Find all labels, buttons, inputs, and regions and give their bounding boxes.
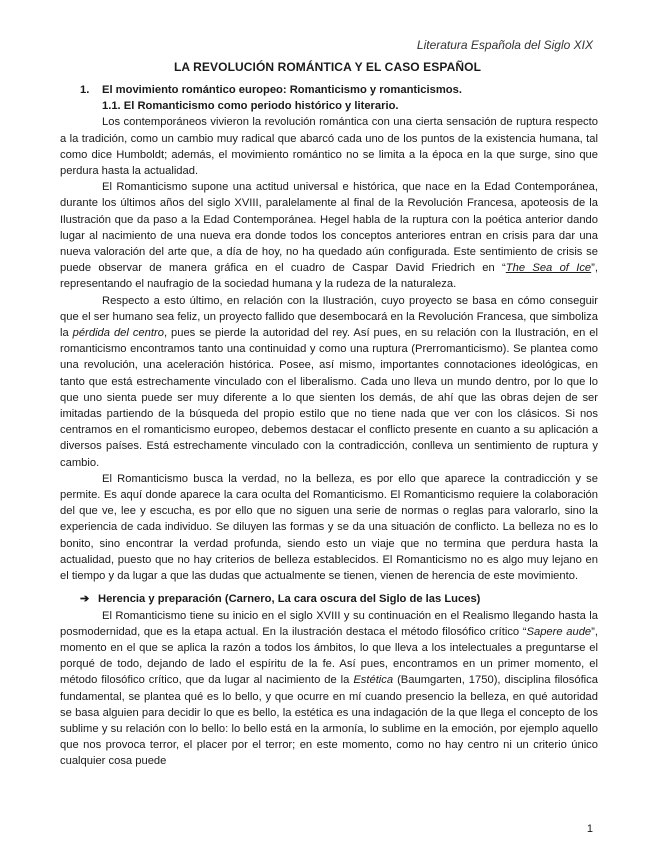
paragraph-5-text-b: ”, momento en el que se aplica la razón a todos los ámbitos, lo que lleva a los intelectuales a preguntarse el porqué de todo, dejando de lado el espíritu de la fe. Así pues, encontramos en un primer momento, el método filosófico crítico, que da lugar al nacimiento de la [60,625,598,687]
section-number: 1. [80,84,90,96]
section-title: Herencia y preparación (Carnero, La cara oscura del Siglo de las Luces) [98,593,481,606]
emphasis-text: Sapere aude [526,625,592,638]
artwork-title: The Sea of Ice [505,262,592,275]
document-body [60,82,598,770]
subsection-heading: 1.1. El Romanticismo como periodo histórico y literario. [102,100,399,113]
paragraph-5-text-a: El Romanticismo tiene su inicio en el siglo XVIII y su continuación en el Realismo llegando hasta la posmodernidad, que es la etapa actual. En la ilustración destaca el método filosófico crítico “ [60,609,598,638]
paragraph-2-text-b: ”, representando el naufragio de la sociedad humana y la rudeza de la naturaleza. [60,262,598,291]
arrow-right-icon: ➔ [80,593,90,606]
paragraph-2 [60,179,598,292]
paragraph-3 [60,293,598,471]
paragraph-5-text-c: (Baumgarten, 1750), disciplina filosófica fundamental, se plantea qué es lo bello, y que ocurre en mí cuando presencio la belleza, en qué autoridad se basa alguien para decidir lo que es bello, la estética es una indagación de la que llega el concepto de los sublime y su relación con lo bello: lo bello está en la armonía, lo sublime en la emoción, por ejemplo aquello que nos provoca terror, el placer por el terror; en este momento, como no hay centro ni un criterio único cualquier cosa puede [60,674,598,768]
paragraph-1: Los contemporáneos vivieron la revolución romántica con una cierta sensación de ruptura respecto a la tradición, como un cambio muy radical que abarcó cada uno de los puntos de la existencia humana, tal como dice Humboldt; además, el movimiento romántico no se limita a la época en la que surge, sino que perdura hasta la actualidad. [60,116,598,178]
paragraph-5 [60,608,598,770]
section-heading [60,82,598,98]
paragraph-2-text-a: El Romanticismo supone una actitud universal e histórica, que nace en la Edad Contemporánea, durante los últimos años del siglo XVIII, paralelamente al final de la Revolución Francesa, apoteosis de la Ilustración que da paso a la Edad Contemporánea. Hegel habla de la ruptura con la poética anterior dando lugar al nacimiento de una nueva era donde todos los conceptos anteriores entran en crisis para dar una nueva valoración del arte que, a día de hoy, no ha quedado aún configurada. Este sentimiento de crisis se puede observar de manera gráfica en el cuadro de Caspar David Friedrich en “ [60,181,598,275]
page-number: 1 [586,823,593,835]
document-title: LA REVOLUCIÓN ROMÁNTICA Y EL CASO ESPAÑOL [173,60,481,74]
running-header: Literatura Española del Siglo XIX [416,38,593,52]
paragraph-3-text-a: Respecto a esto último, en relación con la Ilustración, cuyo proyecto se basa en cómo conseguir que el ser humano sea feliz, un proyecto fallido que desembocará en la Revolución Francesa, que simboliza la [60,294,598,340]
section-title: El movimiento romántico europeo: Romanticismo y romanticismos. [102,84,462,96]
paragraph-3-text-b: , pues se pierde la autoridad del rey. Así pues, en su relación con la Ilustración, en el romanticismo encontramos tanto una continuidad y como una ruptura (Prerromanticismo). Se plantea como una revolución, una aceleración histórica. Posee, así mismo, importantes connotaciones ideológicas, en tanto que está estrechamente vinculado con el liberalismo. Cada uno lleva un mundo dentro, por lo que lo que uno sienta puede ser muy diferente a lo que sienten los demás, de ahí que las obras dejen de ser imitadas partiendo de la búsqueda del propio estilo que no tiene nada que ver con los clásicos. Si nos centramos en el romanticismo europeo, debemos destacar el conflicto presente en cuanto a su aplicación a diversos países. Está estrechamente vinculado con la contradicción, conlleva un sentimiento de ruptura y cambio. [60,327,598,469]
emphasis-text: pérdida del centro [72,327,164,340]
emphasis-text: Estética [353,674,394,687]
section-heading-arrow [60,591,598,607]
paragraph-4: El Romanticismo busca la verdad, no la belleza, es por ello que aparece la contradicción y se permite. Es aquí donde aparece la cara oculta del Romanticismo. El Romanticismo requiere la colaboración del que ve, lee y escucha, es por ello que no siguen una serie de normas o reglas para valorarlo, sino la experiencia de cada individuo. Se diluyen las formas y se da una situación de conflicto. La belleza no es lo bonito, sino encontrar la verdad profunda, siendo esto un viaje que no termina que perdura hasta la actualidad, puesto que no hay criterios de belleza establecidos. El Romanticismo no es algo muy lejano en el tiempo y da lugar a que las dudas que actualmente se tienen, vienen de herencia de este movimiento. [60,472,598,583]
